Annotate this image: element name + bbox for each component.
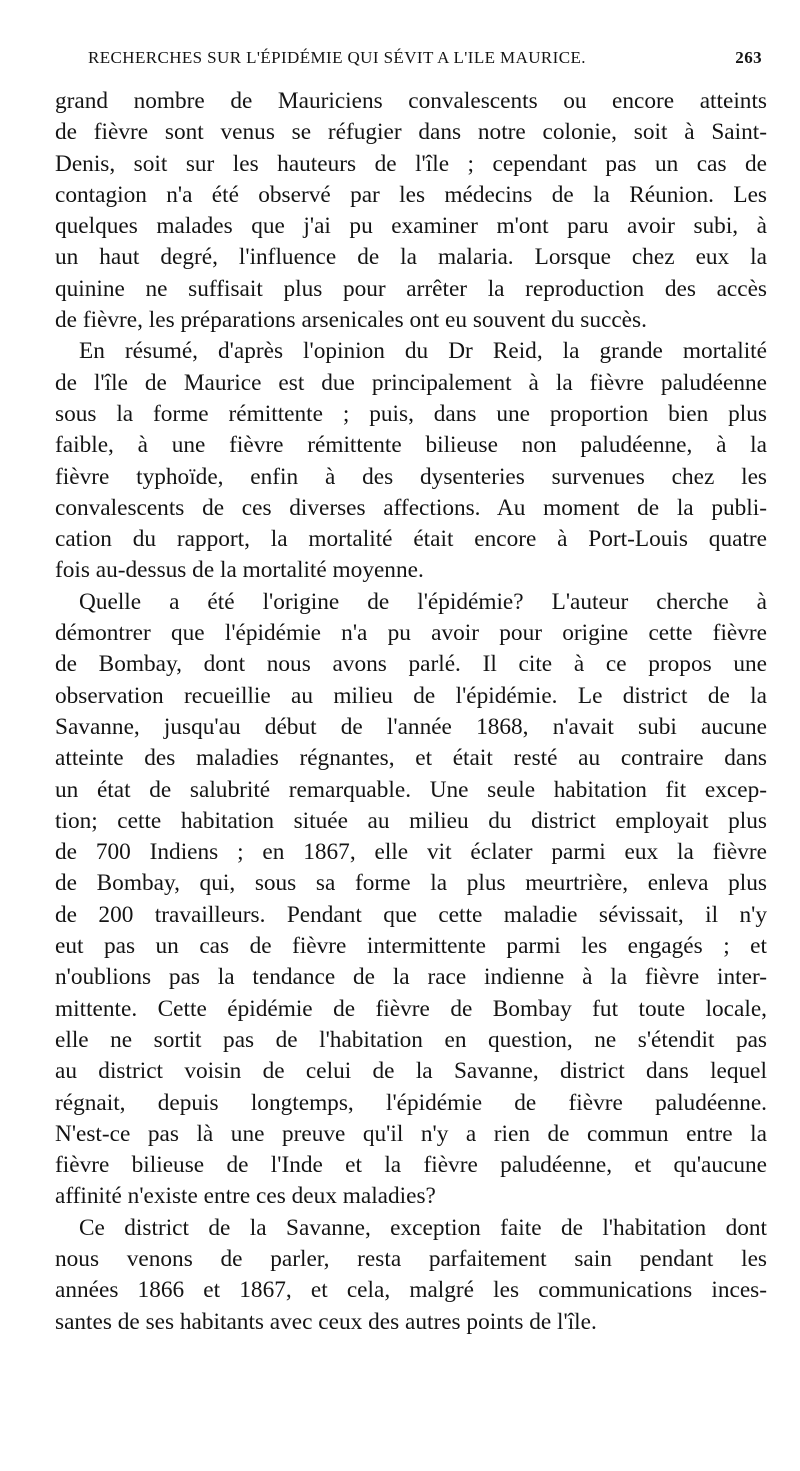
paragraph	[55, 336, 767, 586]
text-line: fois au-dessus de la mortalité moyenne.	[55, 557, 424, 584]
text-line: Denis, soit sur les hauteurs de l'île ; cependant pas un cas de	[55, 150, 767, 177]
text-line: grand nombre de Mauriciens convalescents ou encore atteints	[55, 88, 767, 114]
text-line: un état de salubrité remarquable. Une seule habitation fit excep-	[55, 776, 767, 803]
text-line: quinine ne suffisait plus pour arrêter la reproduction des accès	[55, 275, 767, 302]
paragraph	[55, 1213, 767, 1338]
text-line: observation recueillie au milieu de l'épidémie. Le district de la	[55, 682, 767, 709]
text-line: de 700 Indiens ; en 1867, elle vit éclater parmi eux la fièvre	[55, 839, 767, 866]
text-line: nous venons de parler, resta parfaitement sain pendant les	[55, 1245, 767, 1272]
text-line: de Bombay, dont nous avons parlé. Il cite à ce propos une	[55, 651, 767, 678]
text-line: de fièvre, les préparations arsenicales ont eu souvent du succès.	[55, 307, 647, 334]
text-line: faible, à une fièvre rémittente bilieuse non paludéenne, à la	[55, 432, 767, 459]
text-line: N'est-ce pas là une preuve qu'il n'y a rien de commun entre la	[55, 1120, 767, 1147]
text-line: fièvre bilieuse de l'Inde et la fièvre paludéenne, et qu'aucune	[55, 1152, 767, 1179]
text-line: Ce district de la Savanne, exception faite de l'habitation dont	[79, 1214, 767, 1241]
text-line: de fièvre sont venus se réfugier dans notre colonie, soit à Saint-	[55, 119, 767, 146]
text-line: quelques malades que j'ai pu examiner m'ont paru avoir subi, à	[55, 213, 767, 240]
text-line: mittente. Cette épidémie de fièvre de Bombay fut toute locale,	[55, 995, 767, 1022]
text-line: fièvre typhoïde, enfin à des dysenteries survenues chez les	[55, 463, 767, 490]
text-line: au district voisin de celui de la Savanne, district dans lequel	[55, 1058, 767, 1085]
text-line: de 200 travailleurs. Pendant que cette maladie sévissait, il n'y	[55, 901, 767, 928]
text-line: régnait, depuis longtemps, l'épidémie de fièvre paludéenne.	[55, 1089, 767, 1116]
text-line: Savanne, jusqu'au début de l'année 1868, n'avait subi aucune	[55, 713, 767, 740]
text-line: atteinte des maladies régnantes, et était resté au contraire dans	[55, 745, 767, 772]
paragraph	[55, 587, 767, 1213]
text-line: tion; cette habitation située au milieu du district employait plus	[55, 807, 767, 834]
text-line: n'oublions pas la tendance de la race indienne à la fièvre inter-	[55, 964, 767, 991]
text-line: de Bombay, qui, sous sa forme la plus meurtrière, enleva plus	[55, 870, 767, 897]
text-line: En résumé, d'après l'opinion du Dr Reid, la grande mortalité	[79, 338, 767, 365]
page-header	[88, 48, 768, 72]
text-line: démontrer que l'épidémie n'a pu avoir pour origine cette fièvre	[55, 620, 767, 647]
running-title: RECHERCHES SUR L'ÉPIDÉMIE QUI SÉVIT A L'ILE MAURICE.	[88, 48, 586, 67]
paragraph	[55, 86, 767, 336]
text-line: Quelle a été l'origine de l'épidémie? L'auteur cherche à	[79, 588, 767, 615]
text-line: affinité n'existe entre ces deux maladies?	[55, 1183, 436, 1210]
body-text	[55, 86, 767, 1338]
text-line: eut pas un cas de fièvre intermittente parmi les engagés ; et	[55, 933, 767, 960]
text-line: cation du rapport, la mortalité était encore à Port-Louis quatre	[55, 526, 767, 553]
text-line: convalescents de ces diverses affections. Au moment de la publi-	[55, 494, 767, 521]
text-line: sous la forme rémittente ; puis, dans une proportion bien plus	[55, 400, 767, 427]
page-number: 263	[735, 48, 762, 67]
text-line: elle ne sortit pas de l'habitation en question, ne s'étendit pas	[55, 1026, 767, 1053]
text-line: santes de ses habitants avec ceux des autres points de l'île.	[55, 1308, 597, 1335]
text-line: années 1866 et 1867, et cela, malgré les communications inces-	[55, 1277, 767, 1304]
text-line: de l'île de Maurice est due principalement à la fièvre paludéenne	[55, 369, 767, 396]
text-line: un haut degré, l'influence de la malaria. Lorsque chez eux la	[55, 244, 767, 271]
text-line: contagion n'a été observé par les médecins de la Réunion. Les	[55, 181, 767, 208]
